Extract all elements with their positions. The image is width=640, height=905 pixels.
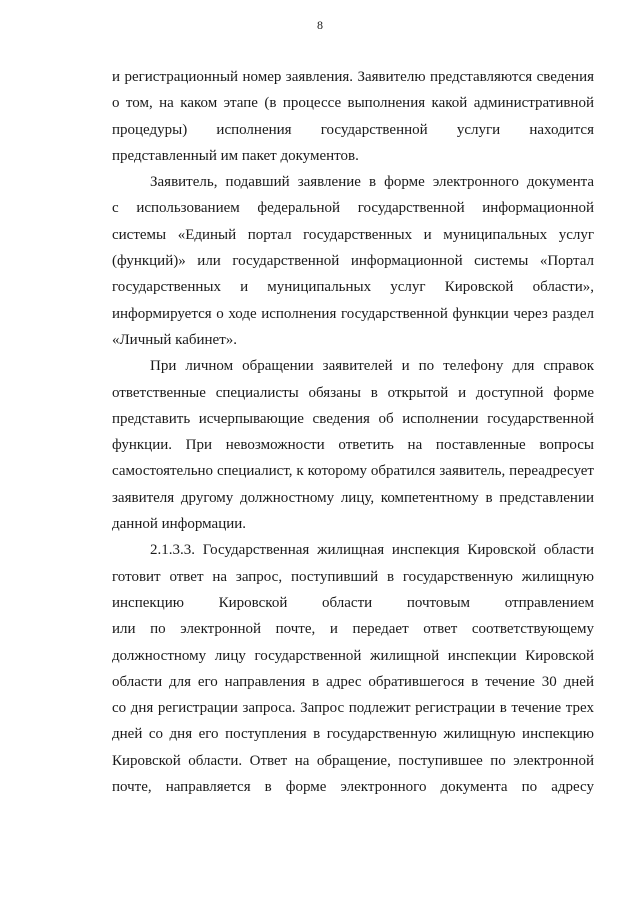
- text-line: При личном обращении заявителей и по телефону для справок: [150, 358, 594, 375]
- text-line: информируется о ходе исполнения государственной функции через раздел: [112, 305, 594, 322]
- text-line: государственных и муниципальных услуг Кировской области»,: [112, 279, 594, 296]
- text-line: области для его направления в адрес обратившегося в течение 30 дней: [112, 673, 594, 690]
- text-line: представленный им пакет документов.: [112, 147, 359, 164]
- text-line: процедуры) исполнения государственной услуги находится: [112, 121, 594, 138]
- text-line: ответственные специалисты обязаны в открытой и доступной форме: [112, 384, 594, 401]
- text-line: о том, на каком этапе (в процессе выполнения какой административной: [112, 95, 594, 112]
- text-line: со дня регистрации запроса. Запрос подлежит регистрации в течение трех: [112, 700, 594, 717]
- text-line: самостоятельно специалист, к которому обратился заявитель, переадресует: [112, 463, 594, 480]
- text-line: Кировской области. Ответ на обращение, поступившее по электронной: [112, 752, 594, 769]
- page-number: 8: [317, 18, 323, 32]
- text-line: и регистрационный номер заявления. Заявителю представляются сведения: [112, 69, 594, 85]
- text-line: данной информации.: [112, 516, 247, 533]
- document-body: [112, 64, 594, 800]
- text-line: «Личный кабинет».: [112, 331, 237, 348]
- text-line: должностному лицу государственной жилищной инспекции Кировской: [112, 647, 594, 664]
- text-line: заявителя другому должностному лицу, компетентному в представлении: [112, 489, 594, 506]
- text-line: инспекцию Кировской области почтовым отправлением: [112, 594, 594, 611]
- text-line: Заявитель, подавший заявление в форме электронного документа: [150, 174, 594, 191]
- text-line: или по электронной почте, и передает ответ соответствующему: [112, 621, 594, 638]
- text-line: дней со дня его поступления в государственную жилищную инспекцию: [112, 726, 594, 743]
- text-line: почте, направляется в форме электронного документа по адресу: [112, 779, 594, 796]
- text-line: представить исчерпывающие сведения об исполнении государственной: [112, 410, 594, 427]
- text-line: системы «Единый портал государственных и муниципальных услуг: [112, 226, 594, 243]
- text-line: готовит ответ на запрос, поступивший в государственную жилищную: [112, 568, 594, 585]
- text-line: (функций)» или государственной информационной системы «Портал: [112, 253, 594, 270]
- text-line: с использованием федеральной государственной информационной: [112, 200, 594, 217]
- text-line: 2.1.3.3. Государственная жилищная инспекция Кировской области: [150, 542, 594, 559]
- text-line: функции. При невозможности ответить на поставленные вопросы: [112, 437, 594, 454]
